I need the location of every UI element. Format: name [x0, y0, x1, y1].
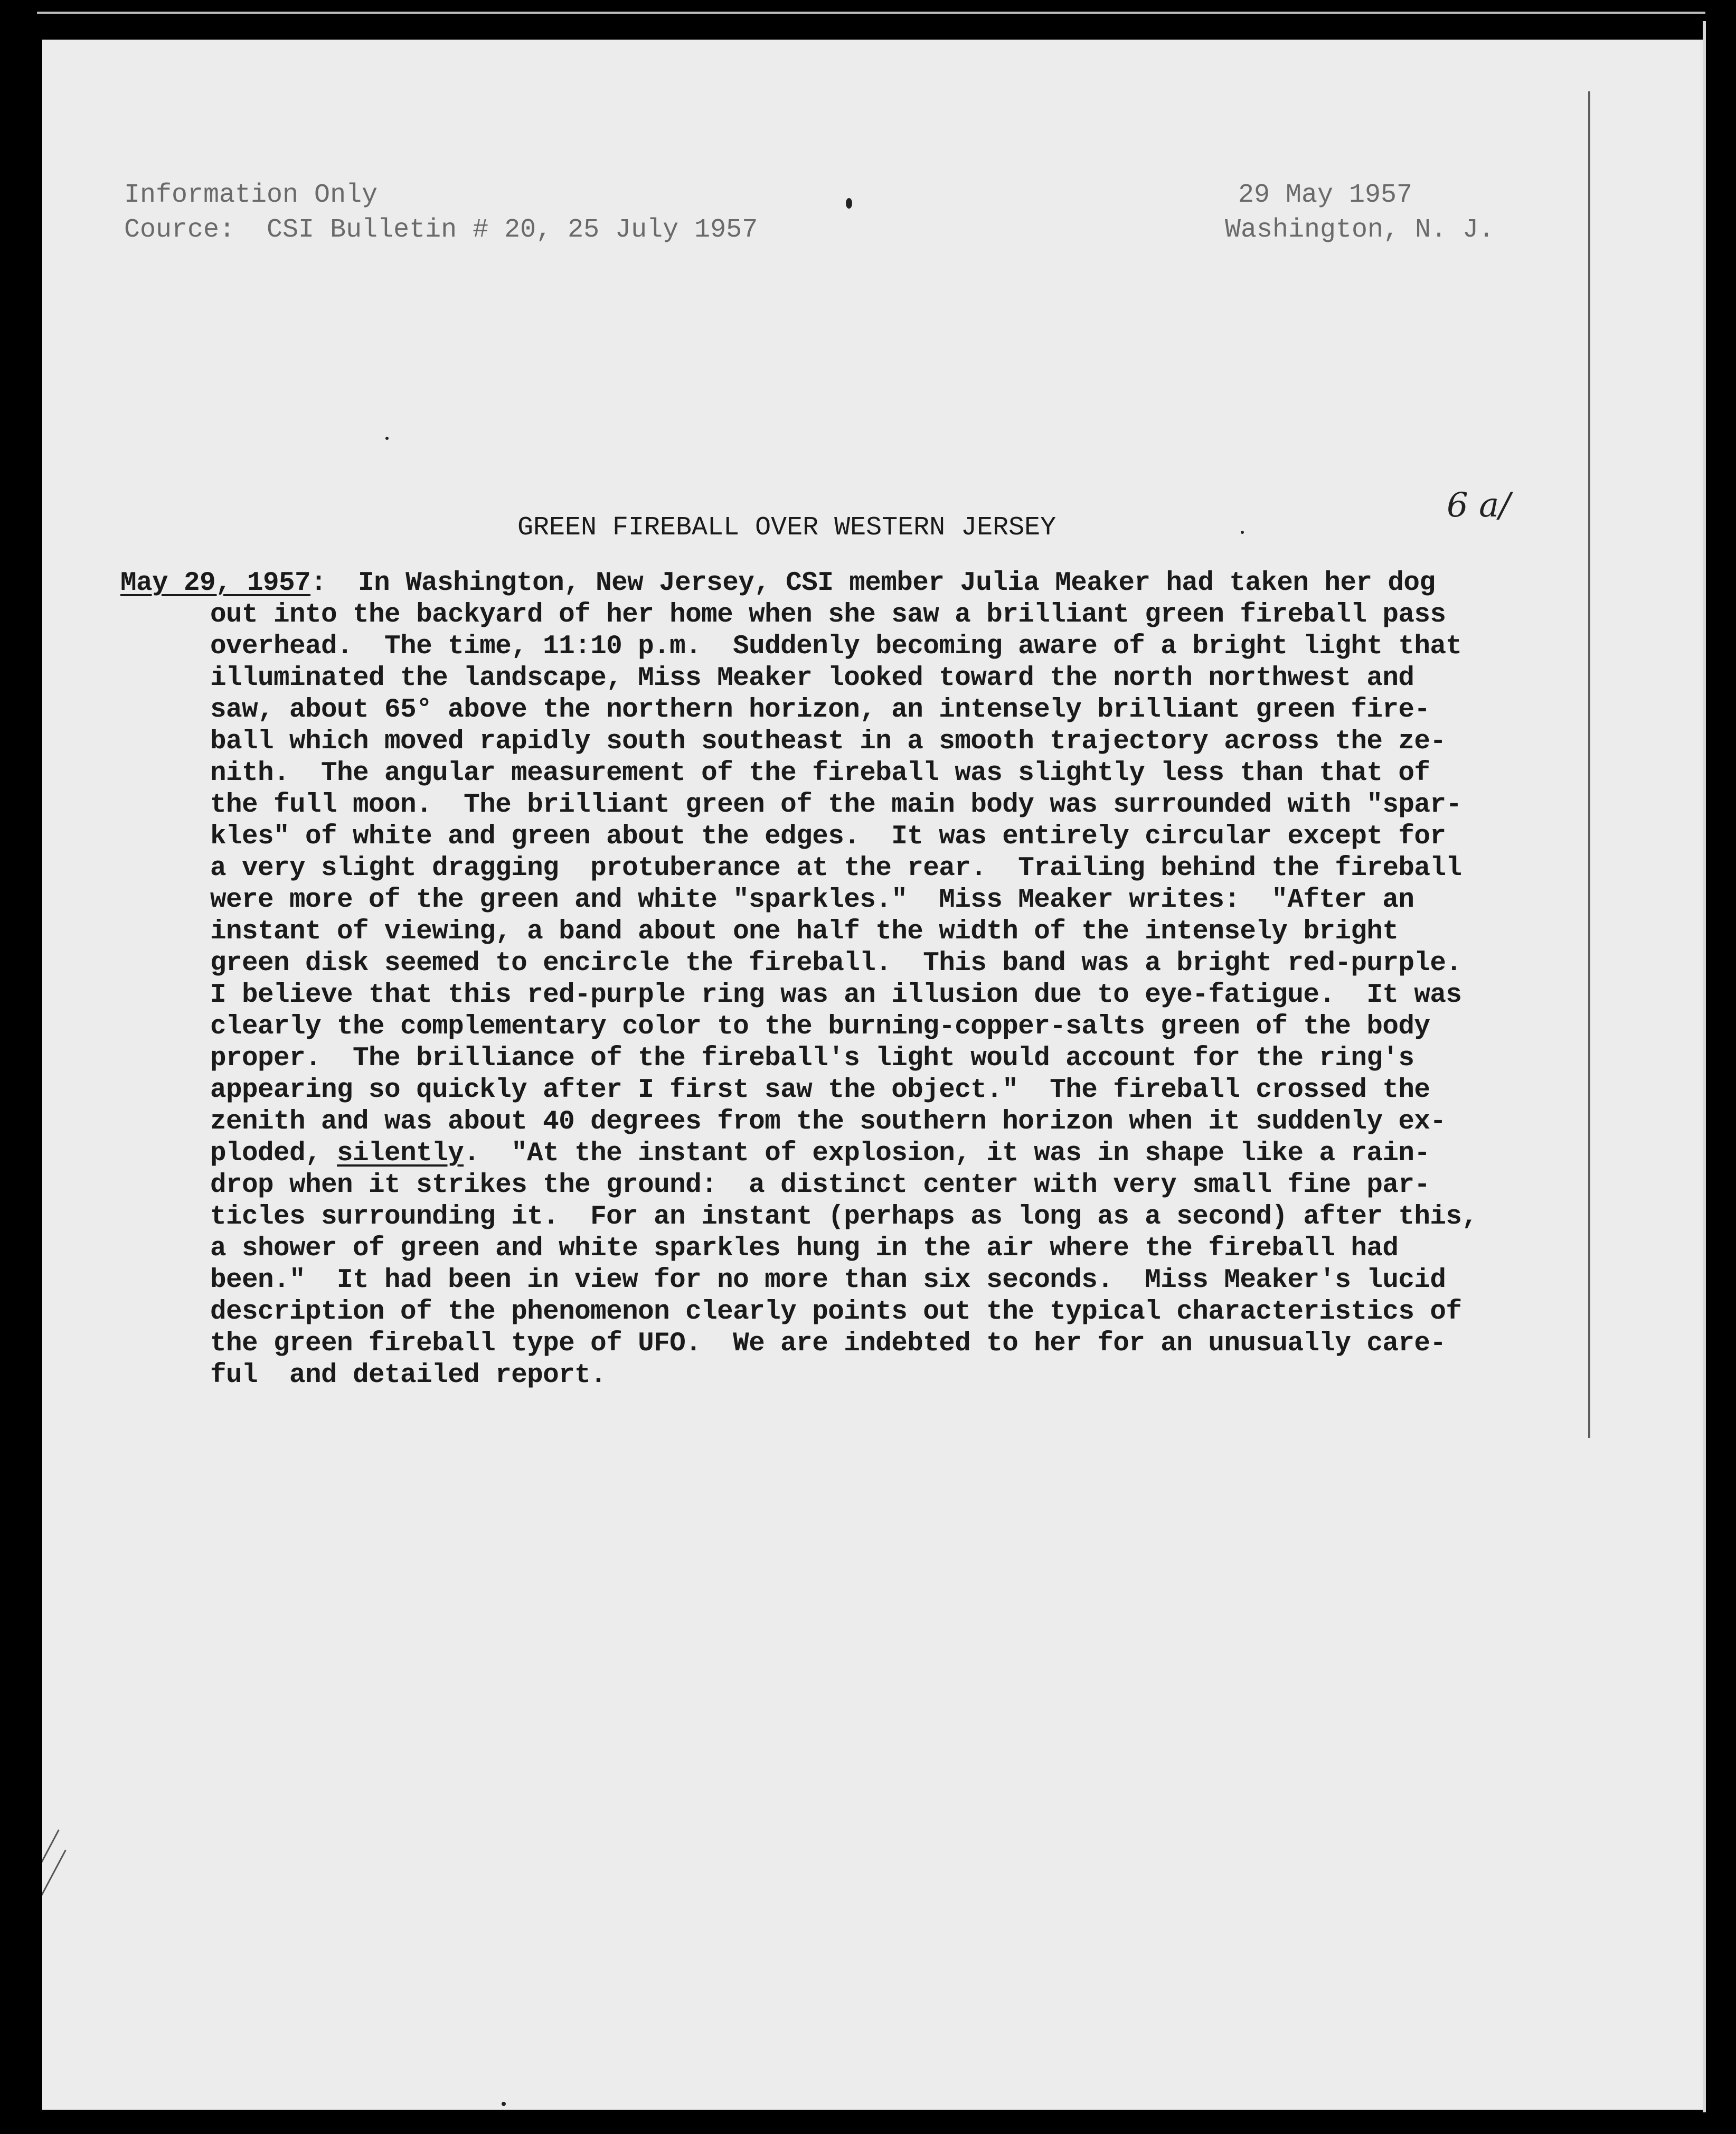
body-line-text: ploded, — [210, 1139, 337, 1169]
header-source: Cource: CSI Bulletin # 20, 25 July 1957 — [124, 215, 758, 245]
body-line-0-text: : In Washington, New Jersey, CSI member Julia Meaker had taken her dog — [310, 568, 1436, 598]
body-line: a very slight dragging protuberance at the rear. Trailing behind the fireball — [210, 853, 1462, 883]
document-title: GREEN FIREBALL OVER WESTERN JERSEY — [517, 513, 1056, 543]
body-line: nith. The angular measurement of the fireball was slightly less than that of — [210, 758, 1430, 788]
body-line-0 — [120, 568, 1435, 599]
body-line: ball which moved rapidly south southeast in a smooth trajectory across the ze- — [210, 727, 1446, 757]
body-line: kles" of white and green about the edges. It was entirely circular except for — [210, 822, 1446, 852]
film-edge-top — [37, 12, 1705, 14]
body-line: been." It had been in view for no more than six seconds. Miss Meaker's lucid — [210, 1265, 1446, 1295]
body-line: out into the backyard of her home when she saw a brilliant green fireball pass — [210, 600, 1446, 630]
body-line: zenith and was about 40 degrees from the southern horizon when it suddenly ex- — [210, 1107, 1446, 1137]
body-line: ful and detailed report. — [210, 1360, 607, 1390]
body-line: I believe that this red-purple ring was an illusion due to eye-fatigue. It was — [210, 980, 1462, 1010]
body-line: illuminated the landscape, Miss Meaker looked toward the north northwest and — [210, 663, 1414, 693]
body-line: green disk seemed to encircle the fireball. This band was a bright red-purple. — [210, 948, 1462, 979]
underlined-word: silently — [337, 1139, 464, 1169]
header-location: Washington, N. J. — [1225, 215, 1495, 245]
body-line: a shower of green and white sparkles hung in the air where the fireball had — [210, 1234, 1399, 1264]
body-line: description of the phenomenon clearly points out the typical characteristics of — [210, 1297, 1462, 1327]
header-date: 29 May 1957 — [1238, 180, 1413, 210]
body-line: instant of viewing, a band about one half the width of the intensely bright — [210, 917, 1399, 947]
body-line: clearly the complementary color to the burning-copper-salts green of the body — [210, 1012, 1430, 1042]
handwritten-annotation: 6 a/ — [1447, 486, 1511, 525]
body-line-silently — [210, 1138, 1430, 1170]
body-line: ticles surrounding it. For an instant (perhaps as long as a second) after this, — [210, 1202, 1478, 1232]
body-line: the full moon. The brilliant green of the main body was surrounded with "spar- — [210, 790, 1462, 820]
body-text — [42, 40, 1703, 2110]
body-line-text: . "At the instant of explosion, it was in shape like a rain- — [464, 1139, 1430, 1169]
dateline: May 29, 1957 — [120, 568, 311, 598]
body-line: appearing so quickly after I first saw the object." The fireball crossed the — [210, 1075, 1430, 1105]
body-line: drop when it strikes the ground: a distinct center with very small fine par- — [210, 1170, 1430, 1200]
film-edge-right — [1703, 21, 1706, 2112]
body-line: the green fireball type of UFO. We are indebted to her for an unusually care- — [210, 1329, 1446, 1359]
document-page — [42, 40, 1703, 2110]
body-line: proper. The brilliance of the fireball's light would account for the ring's — [210, 1044, 1414, 1074]
body-line: overhead. The time, 11:10 p.m. Suddenly becoming aware of a bright light that — [210, 632, 1462, 662]
header-info-only: Information Only — [124, 180, 378, 210]
body-line: were more of the green and white "sparkles." Miss Meaker writes: "After an — [210, 885, 1414, 915]
body-line: saw, about 65° above the northern horizon, an intensely brilliant green fire- — [210, 695, 1430, 725]
